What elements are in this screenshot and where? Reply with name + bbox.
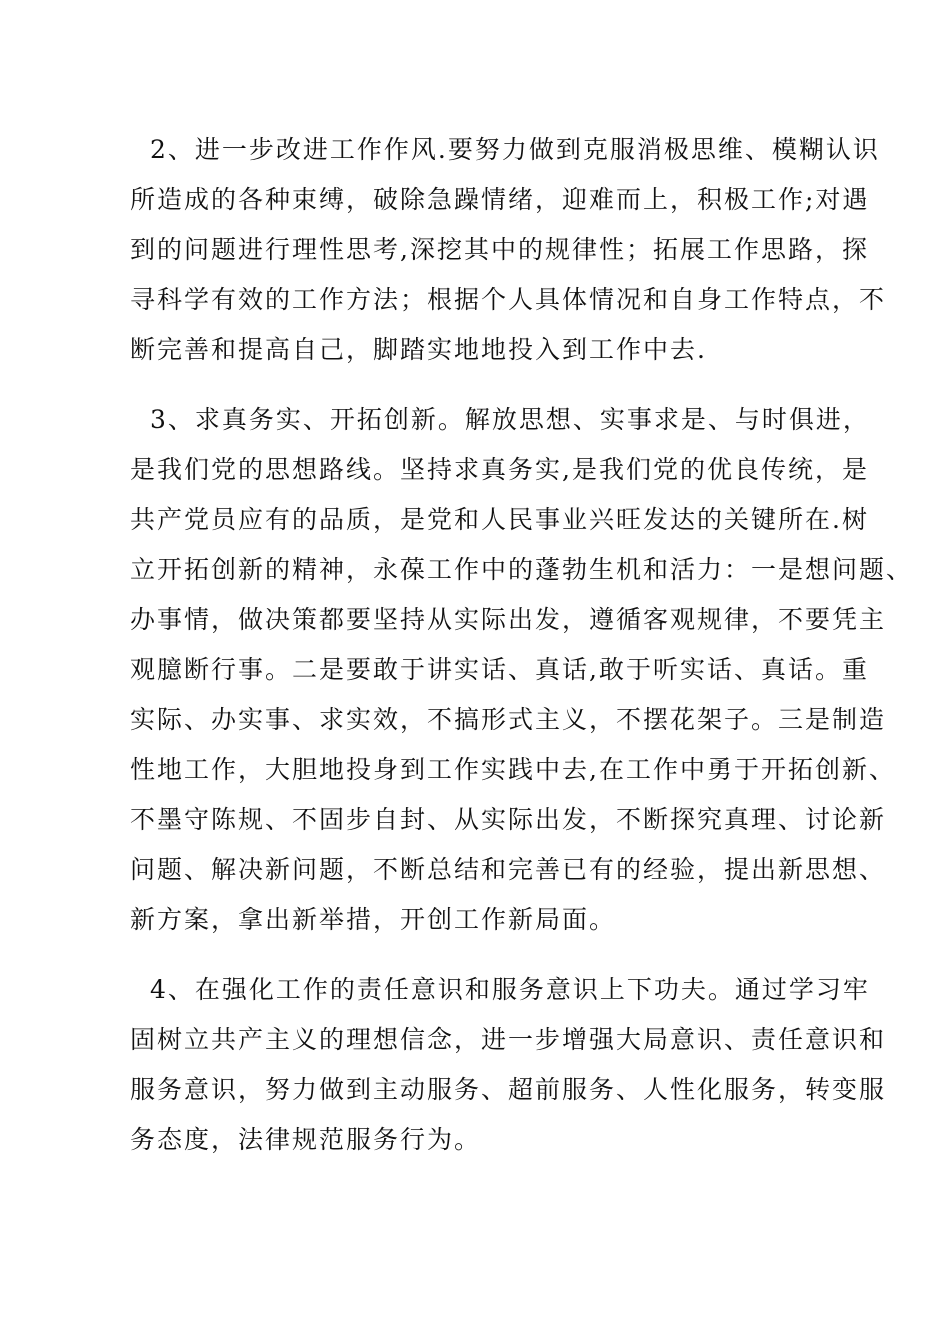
paragraph-line: 办事情，做决策都要坚持从实际出发，遵循客观规律，不要凭主 <box>130 605 887 634</box>
paragraph-line: 2、进一步改进工作作风.要努力做到克服消极思维、模糊认识 <box>150 135 880 164</box>
paragraph-line: 问题、解决新问题，不断总结和完善已有的经验，提出新思想、 <box>130 855 887 884</box>
paragraph-line: 观臆断行事。二是要敢于讲实话、真话,敢于听实话、真话。重 <box>130 655 869 684</box>
paragraph-line: 是我们党的思想路线。坚持求真务实,是我们党的优良传统，是 <box>130 455 869 484</box>
paragraph-line: 务态度，法律规范服务行为。 <box>130 1125 482 1154</box>
paragraph-line: 3、求真务实、开拓创新。解放思想、实事求是、与时俱进， <box>150 405 870 434</box>
paragraph-line: 4、在强化工作的责任意识和服务意识上下功夫。通过学习牢 <box>150 975 870 1004</box>
paragraph-line: 寻科学有效的工作方法；根据个人具体情况和自身工作特点，不 <box>130 285 887 314</box>
paragraph-line: 新方案，拿出新举措，开创工作新局面。 <box>130 905 617 934</box>
paragraph-line: 性地工作，大胆地投身到工作实践中去,在工作中勇于开拓创新、 <box>130 755 896 784</box>
paragraph-line: 不墨守陈规、不固步自封、从实际出发，不断探究真理、讨论新 <box>130 805 887 834</box>
paragraph-line: 共产党员应有的品质，是党和人民事业兴旺发达的关键所在.树 <box>130 505 869 534</box>
paragraph-line: 断完善和提高自己，脚踏实地地投入到工作中去. <box>130 335 707 364</box>
paragraph-line: 实际、办实事、求实效，不搞形式主义，不摆花架子。三是制造 <box>130 705 887 734</box>
paragraph-line: 到的问题进行理性思考,深挖其中的规律性；拓展工作思路，探 <box>130 235 869 264</box>
paragraph-line: 固树立共产主义的理想信念，进一步增强大局意识、责任意识和 <box>130 1025 887 1054</box>
paragraph-line: 服务意识，努力做到主动服务、超前服务、人性化服务，转变服 <box>130 1075 887 1104</box>
paragraph-line: 所造成的各种束缚，破除急躁情绪，迎难而上，积极工作;对遇 <box>130 185 870 214</box>
paragraph-line: 立开拓创新的精神，永葆工作中的蓬勃生机和活力：一是想问题、 <box>130 555 914 584</box>
